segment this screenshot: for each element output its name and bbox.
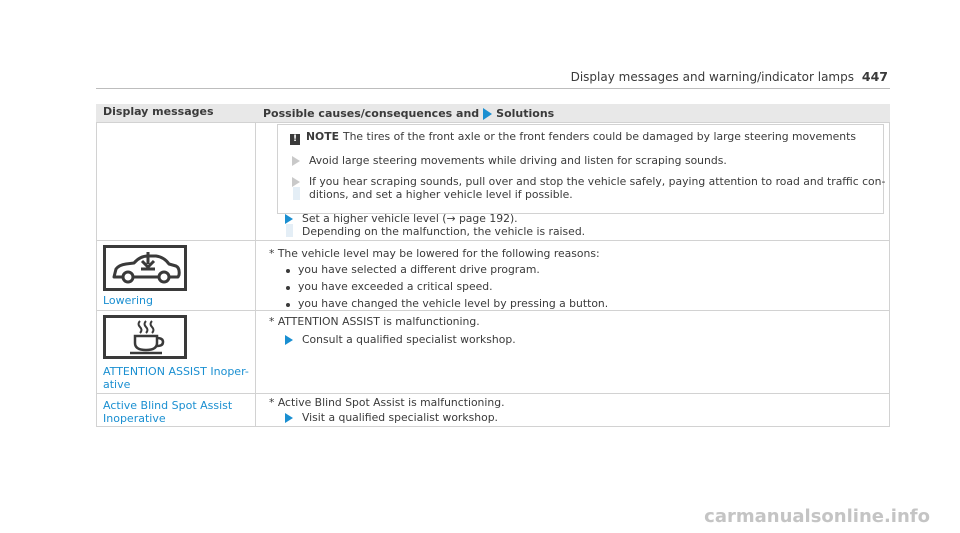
list-bullet [286,286,290,290]
solution-step-text: Consult a qualified specialist workshop. [302,333,516,346]
list-item: you have selected a different drive program. [298,263,540,276]
display-message-attention-assist-line-2: ative [103,378,131,391]
list-bullet [286,269,290,273]
display-messages-table [96,104,890,426]
list-item: you have exceeded a critical speed. [298,280,493,293]
solution-step [285,212,585,238]
table-row [96,311,890,394]
step-arrow-icon [292,156,300,166]
column-header-display-messages: Display messages [103,105,214,118]
solution-arrow-icon [285,335,293,345]
display-message-lowering: Lowering [103,294,153,307]
note-text: The tires of the front axle or the front fenders could be damaged by large steering movements [342,130,857,143]
display-message-blind-spot-line-2: Inoperative [103,412,166,425]
note-step-2-line-2: ditions, and set a higher vehicle level if possible. [309,188,573,201]
cause-intro: * ATTENTION ASSIST is malfunctioning. [269,315,480,328]
note-line [290,130,856,145]
solution-step [285,411,498,424]
page-header-title: Display messages and warning/indicator lamps [570,70,854,84]
column-divider [255,311,256,393]
solution-step [285,333,516,346]
note-step-1 [292,154,727,167]
car-lowering-icon [103,245,187,291]
column-header-causes-label: Possible causes/consequences and [263,107,480,120]
column-header-causes [263,107,554,120]
note-box [277,124,884,214]
step-arrow-icon [292,177,300,187]
table-row [96,394,890,427]
solution-arrow-icon [483,108,492,120]
list-item: you have changed the vehicle level by pressing a button. [298,297,609,310]
list-bullet [286,303,290,307]
page-number: 447 [861,69,888,84]
step-continuation-bar [286,224,293,237]
note-step-1-text: Avoid large steering movements while driving and listen for scraping sounds. [309,154,727,167]
table-row [96,241,890,311]
column-divider [255,241,256,310]
column-header-solutions-label: Solutions [496,107,555,120]
note-step-2-line-1: If you hear scraping sounds, pull over and stop the vehicle safely, paying attention to road and traffic con- [309,175,886,188]
warning-icon: ! [290,134,300,145]
column-divider [255,122,256,240]
column-divider [255,394,256,426]
solution-arrow-icon [285,413,293,423]
cause-intro: * Active Blind Spot Assist is malfunctioning. [269,396,505,409]
table-header [96,104,890,123]
cause-intro: * The vehicle level may be lowered for the following reasons: [269,247,600,260]
page-header [96,66,890,89]
note-label: NOTE [306,130,339,143]
solution-step-line-1: Set a higher vehicle level (→ page 192). [302,212,518,225]
solution-arrow-icon [285,214,293,224]
display-message-blind-spot-line-1: Active Blind Spot Assist [103,399,233,412]
display-message-attention-assist-line-1: ATTENTION ASSIST Inoper- [103,365,249,378]
watermark: carmanualsonline.info [704,506,930,527]
solution-step-line-2: Depending on the malfunction, the vehicle is raised. [302,225,586,238]
solution-step-text: Visit a qualified specialist workshop. [302,411,498,424]
step-continuation-bar [293,187,300,200]
note-step-2 [292,175,885,201]
table-row [96,122,890,241]
coffee-cup-icon [103,315,187,359]
